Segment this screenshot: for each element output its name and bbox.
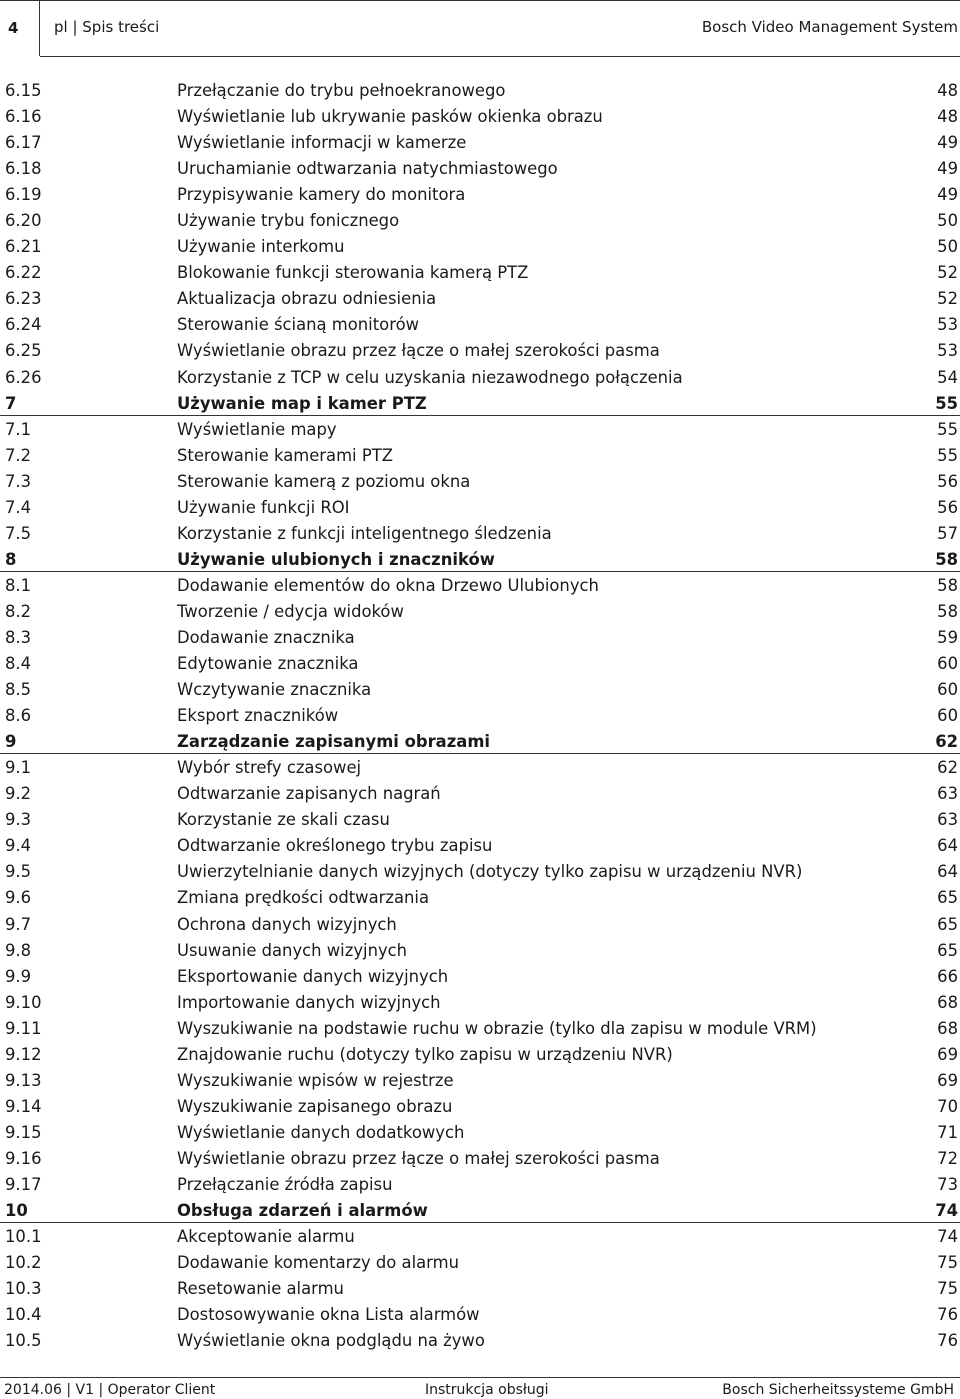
toc-entry-row[interactable] bbox=[0, 443, 960, 469]
toc-entry-page: 76 bbox=[937, 1305, 958, 1325]
toc-entry-page: 65 bbox=[937, 888, 958, 908]
toc-entry-page: 48 bbox=[937, 107, 958, 127]
toc-entry-page: 70 bbox=[937, 1096, 958, 1116]
toc-entry-title[interactable]: Eksport znaczników bbox=[177, 706, 339, 726]
toc-entry-page: 50 bbox=[937, 237, 958, 257]
toc-entry-number: 6.24 bbox=[5, 315, 42, 335]
toc-entry-page: 52 bbox=[937, 263, 958, 283]
toc-chapter-row[interactable] bbox=[0, 391, 960, 417]
toc-entry-title[interactable]: Używanie funkcji ROI bbox=[177, 497, 350, 517]
toc-entry-row[interactable] bbox=[0, 651, 960, 677]
page-number: 4 bbox=[8, 19, 19, 37]
toc-entry-row[interactable] bbox=[0, 912, 960, 938]
toc-entry-number: 6.26 bbox=[5, 367, 42, 387]
toc-entry-page: 71 bbox=[937, 1122, 958, 1142]
toc-entry-number: 10.3 bbox=[5, 1279, 42, 1299]
toc-entry-number: 9.2 bbox=[5, 784, 32, 804]
footer-company: Bosch Sicherheitssysteme GmbH bbox=[722, 1382, 954, 1398]
toc-entry-title[interactable]: Wyświetlanie danych dodatkowych bbox=[177, 1122, 465, 1142]
toc-entry-row[interactable] bbox=[0, 260, 960, 286]
toc-entry-row[interactable] bbox=[0, 781, 960, 807]
toc-entry-page: 58 bbox=[937, 575, 958, 595]
toc-entry-number: 8.3 bbox=[5, 627, 32, 647]
toc-entry-title[interactable]: Uwierzytelnianie danych wizyjnych (dotyczy tylko zapisu w urządzeniu NVR) bbox=[177, 862, 803, 882]
toc-entry-row[interactable] bbox=[0, 521, 960, 547]
toc-entry-number: 7.1 bbox=[5, 419, 32, 439]
toc-entry-number: 8.1 bbox=[5, 575, 32, 595]
toc-entry-title[interactable]: Akceptowanie alarmu bbox=[177, 1227, 355, 1247]
toc-entry-title[interactable]: Używanie map i kamer PTZ bbox=[177, 393, 427, 413]
toc-entry-title[interactable]: Wyświetlanie informacji w kamerze bbox=[177, 133, 467, 153]
toc-entry-row[interactable] bbox=[0, 286, 960, 312]
toc-entry-row[interactable] bbox=[0, 625, 960, 651]
toc-entry-page: 49 bbox=[937, 159, 958, 179]
toc-entry-page: 62 bbox=[937, 758, 958, 778]
toc-entry-page: 56 bbox=[937, 497, 958, 517]
toc-entry-row[interactable] bbox=[0, 1120, 960, 1146]
toc-entry-title[interactable]: Przełączanie źródła zapisu bbox=[177, 1174, 393, 1194]
toc-chapter-row[interactable] bbox=[0, 547, 960, 573]
toc-entry-row[interactable] bbox=[0, 469, 960, 495]
toc-entry-number: 8.5 bbox=[5, 680, 32, 700]
toc-entry-page: 69 bbox=[937, 1070, 958, 1090]
toc-entry-row[interactable] bbox=[0, 755, 960, 781]
toc-entry-title[interactable]: Dodawanie komentarzy do alarmu bbox=[177, 1253, 459, 1273]
toc-entry-title[interactable]: Dodawanie elementów do okna Drzewo Ulubionych bbox=[177, 575, 599, 595]
toc-entry-number: 9.3 bbox=[5, 810, 32, 830]
toc-entry-number: 9.1 bbox=[5, 758, 32, 778]
toc-entry-page: 58 bbox=[937, 601, 958, 621]
toc-entry-page: 60 bbox=[937, 680, 958, 700]
header-product-name: Bosch Video Management System bbox=[701, 18, 958, 36]
toc-entry-title[interactable]: Przypisywanie kamery do monitora bbox=[177, 185, 466, 205]
toc-entry-row[interactable] bbox=[0, 1172, 960, 1198]
toc-chapter-row[interactable] bbox=[0, 729, 960, 755]
toc-entry-page: 58 bbox=[935, 549, 958, 569]
toc-entry-number: 9.5 bbox=[5, 862, 32, 882]
toc-entry-row[interactable] bbox=[0, 1328, 960, 1354]
toc-entry-row[interactable] bbox=[0, 1250, 960, 1276]
toc-entry-title[interactable]: Wyświetlanie lub ukrywanie pasków okienka obrazu bbox=[177, 107, 603, 127]
toc-entry-page: 69 bbox=[937, 1044, 958, 1064]
toc-entry-title[interactable]: Sterowanie kamerą z poziomu okna bbox=[177, 471, 471, 491]
toc-entry-title[interactable]: Przełączanie do trybu pełnoekranowego bbox=[177, 81, 506, 100]
toc-entry-title[interactable]: Korzystanie z funkcji inteligentnego śledzenia bbox=[177, 523, 552, 543]
toc-chapter-row[interactable] bbox=[0, 1198, 960, 1224]
toc-entry-number: 6.25 bbox=[5, 341, 42, 361]
toc-entry-page: 48 bbox=[937, 81, 958, 100]
toc-entry-page: 68 bbox=[937, 992, 958, 1012]
toc-entry-row[interactable] bbox=[0, 938, 960, 964]
toc-entry-number: 6.23 bbox=[5, 289, 42, 309]
toc-entry-title[interactable]: Zmiana prędkości odtwarzania bbox=[177, 888, 429, 908]
toc-entry-number: 6.16 bbox=[5, 107, 42, 127]
toc-entry-page: 75 bbox=[937, 1253, 958, 1273]
header-section-title: pl | Spis treści bbox=[54, 18, 160, 36]
toc-entry-page: 56 bbox=[937, 471, 958, 491]
toc-entry-number: 9.16 bbox=[5, 1148, 42, 1168]
toc-entry-number: 10.4 bbox=[5, 1305, 42, 1325]
toc-entry-title[interactable]: Wyświetlanie mapy bbox=[177, 419, 337, 439]
toc-entry-page: 63 bbox=[937, 810, 958, 830]
toc-entry-title[interactable]: Odtwarzanie określonego trybu zapisu bbox=[177, 836, 493, 856]
toc-entry-page: 76 bbox=[937, 1331, 958, 1351]
toc-entry-page: 74 bbox=[937, 1227, 958, 1247]
toc-entry-row[interactable] bbox=[0, 833, 960, 859]
toc-entry-page: 64 bbox=[937, 836, 958, 856]
toc-entry-number: 10.2 bbox=[5, 1253, 42, 1273]
toc-entry-row[interactable] bbox=[0, 234, 960, 260]
toc-entry-title[interactable]: Wyszukiwanie zapisanego obrazu bbox=[177, 1096, 453, 1116]
toc-entry-number: 7.3 bbox=[5, 471, 32, 491]
toc-entry-number: 9 bbox=[5, 732, 17, 752]
toc-entry-row[interactable] bbox=[0, 495, 960, 521]
toc-entry-number: 9.7 bbox=[5, 914, 32, 934]
toc-entry-row[interactable] bbox=[0, 1068, 960, 1094]
toc-entry-title[interactable]: Używanie trybu fonicznego bbox=[177, 211, 400, 231]
toc-entry-page: 57 bbox=[937, 523, 958, 543]
toc-entry-title[interactable]: Używanie interkomu bbox=[177, 237, 345, 257]
toc-entry-title[interactable]: Używanie ulubionych i znaczników bbox=[177, 549, 495, 569]
toc-entry-page: 75 bbox=[937, 1279, 958, 1299]
toc-entry-row[interactable] bbox=[0, 1302, 960, 1328]
toc-entry-title[interactable]: Wyświetlanie okna podglądu na żywo bbox=[177, 1331, 485, 1351]
toc-entry-number: 9.11 bbox=[5, 1018, 42, 1038]
toc-entry-title[interactable]: Blokowanie funkcji sterowania kamerą PTZ bbox=[177, 263, 529, 283]
toc-entry-title[interactable]: Wyszukiwanie na podstawie ruchu w obrazie (tylko dla zapisu w module VRM) bbox=[177, 1018, 817, 1038]
toc-entry-page: 55 bbox=[937, 445, 958, 465]
toc-entry-row[interactable] bbox=[0, 1094, 960, 1120]
toc-entry-number: 6.15 bbox=[5, 81, 42, 100]
footer-version: 2014.06 | V1 | Operator Client bbox=[4, 1382, 216, 1398]
toc-entry-page: 49 bbox=[937, 185, 958, 205]
table-of-contents bbox=[0, 78, 960, 1354]
toc-entry-page: 54 bbox=[937, 367, 958, 387]
toc-entry-row[interactable] bbox=[0, 78, 960, 104]
toc-entry-title[interactable]: Wyszukiwanie wpisów w rejestrze bbox=[177, 1070, 454, 1090]
toc-entry-title[interactable]: Aktualizacja obrazu odniesienia bbox=[177, 289, 437, 309]
toc-entry-row[interactable] bbox=[0, 807, 960, 833]
page-number-box bbox=[0, 0, 40, 56]
toc-entry-title[interactable]: Dostosowywanie okna Lista alarmów bbox=[177, 1305, 480, 1325]
toc-entry-number: 6.20 bbox=[5, 211, 42, 231]
toc-entry-row[interactable] bbox=[0, 182, 960, 208]
toc-entry-number: 7.4 bbox=[5, 497, 32, 517]
toc-entry-number: 9.6 bbox=[5, 888, 32, 908]
toc-entry-row[interactable] bbox=[0, 104, 960, 130]
toc-entry-number: 9.4 bbox=[5, 836, 32, 856]
toc-entry-row[interactable] bbox=[0, 703, 960, 729]
toc-entry-title[interactable]: Edytowanie znacznika bbox=[177, 654, 359, 674]
toc-entry-number: 7.5 bbox=[5, 523, 32, 543]
toc-entry-page: 62 bbox=[935, 732, 958, 752]
toc-entry-page: 65 bbox=[937, 914, 958, 934]
toc-entry-page: 60 bbox=[937, 706, 958, 726]
toc-entry-row[interactable] bbox=[0, 208, 960, 234]
toc-entry-row[interactable] bbox=[0, 365, 960, 391]
toc-entry-page: 68 bbox=[937, 1018, 958, 1038]
toc-entry-row[interactable] bbox=[0, 1016, 960, 1042]
toc-entry-title[interactable]: Korzystanie z TCP w celu uzyskania niezawodnego połączenia bbox=[177, 367, 683, 387]
toc-entry-title[interactable]: Odtwarzanie zapisanych nagrań bbox=[177, 784, 441, 804]
toc-entry-page: 72 bbox=[937, 1148, 958, 1168]
toc-entry-row[interactable] bbox=[0, 312, 960, 338]
toc-entry-title[interactable]: Obsługa zdarzeń i alarmów bbox=[177, 1201, 428, 1221]
footer-document-type: Instrukcja obsługi bbox=[425, 1382, 549, 1398]
toc-entry-title[interactable]: Sterowanie ścianą monitorów bbox=[177, 315, 420, 335]
toc-entry-page: 66 bbox=[937, 966, 958, 986]
toc-entry-number: 9.8 bbox=[5, 940, 32, 960]
toc-entry-title[interactable]: Resetowanie alarmu bbox=[177, 1279, 344, 1299]
toc-entry-page: 55 bbox=[937, 419, 958, 439]
toc-entry-page: 60 bbox=[937, 654, 958, 674]
toc-entry-page: 59 bbox=[937, 627, 958, 647]
toc-entry-number: 6.21 bbox=[5, 237, 42, 257]
toc-entry-number: 6.22 bbox=[5, 263, 42, 283]
toc-entry-row[interactable] bbox=[0, 573, 960, 599]
toc-entry-number: 10.1 bbox=[5, 1227, 42, 1247]
toc-entry-row[interactable] bbox=[0, 338, 960, 364]
toc-entry-number: 9.12 bbox=[5, 1044, 42, 1064]
toc-entry-page: 52 bbox=[937, 289, 958, 309]
toc-entry-title[interactable]: Wyświetlanie obrazu przez łącze o małej szerokości pasma bbox=[177, 341, 660, 361]
toc-entry-number: 6.17 bbox=[5, 133, 42, 153]
toc-entry-number: 8 bbox=[5, 549, 17, 569]
toc-entry-number: 9.15 bbox=[5, 1122, 42, 1142]
toc-entry-title[interactable]: Uruchamianie odtwarzania natychmiastowego bbox=[177, 159, 558, 179]
toc-entry-page: 53 bbox=[937, 341, 958, 361]
toc-entry-title[interactable]: Dodawanie znacznika bbox=[177, 627, 355, 647]
toc-entry-title[interactable]: Korzystanie ze skali czasu bbox=[177, 810, 390, 830]
toc-entry-page: 49 bbox=[937, 133, 958, 153]
toc-entry-row[interactable] bbox=[0, 1276, 960, 1302]
toc-entry-title[interactable]: Eksportowanie danych wizyjnych bbox=[177, 966, 449, 986]
header-top-rule bbox=[40, 0, 960, 1]
toc-entry-title[interactable]: Tworzenie / edycja widoków bbox=[177, 601, 404, 621]
toc-entry-title[interactable]: Importowanie danych wizyjnych bbox=[177, 992, 441, 1012]
toc-entry-row[interactable] bbox=[0, 990, 960, 1016]
toc-entry-number: 8.4 bbox=[5, 654, 32, 674]
toc-entry-page: 73 bbox=[937, 1174, 958, 1194]
toc-entry-title[interactable]: Znajdowanie ruchu (dotyczy tylko zapisu w urządzeniu NVR) bbox=[177, 1044, 673, 1064]
toc-entry-page: 74 bbox=[935, 1201, 958, 1221]
toc-entry-page: 55 bbox=[935, 393, 958, 413]
toc-entry-row[interactable] bbox=[0, 130, 960, 156]
toc-entry-title[interactable]: Wybór strefy czasowej bbox=[177, 758, 362, 778]
toc-entry-number: 7.2 bbox=[5, 445, 32, 465]
toc-entry-row[interactable] bbox=[0, 1042, 960, 1068]
toc-entry-row[interactable] bbox=[0, 885, 960, 911]
toc-entry-row[interactable] bbox=[0, 1224, 960, 1250]
page-header bbox=[0, 0, 960, 58]
toc-entry-title[interactable]: Usuwanie danych wizyjnych bbox=[177, 940, 408, 960]
toc-entry-number: 10 bbox=[5, 1201, 28, 1221]
toc-entry-number: 9.17 bbox=[5, 1174, 42, 1194]
toc-entry-number: 9.9 bbox=[5, 966, 32, 986]
toc-entry-number: 8.2 bbox=[5, 601, 32, 621]
footer-rule bbox=[0, 1377, 960, 1378]
toc-entry-number: 9.10 bbox=[5, 992, 42, 1012]
toc-entry-number: 9.13 bbox=[5, 1070, 42, 1090]
toc-entry-title[interactable]: Wyświetlanie obrazu przez łącze o małej szerokości pasma bbox=[177, 1148, 660, 1168]
toc-entry-page: 63 bbox=[937, 784, 958, 804]
toc-entry-row[interactable] bbox=[0, 677, 960, 703]
toc-entry-page: 53 bbox=[937, 315, 958, 335]
toc-entry-page: 65 bbox=[937, 940, 958, 960]
toc-entry-title[interactable]: Wczytywanie znacznika bbox=[177, 680, 372, 700]
toc-entry-title[interactable]: Sterowanie kamerami PTZ bbox=[177, 445, 393, 465]
toc-entry-number: 8.6 bbox=[5, 706, 32, 726]
toc-entry-row[interactable] bbox=[0, 859, 960, 885]
header-rule bbox=[40, 56, 960, 57]
toc-entry-row[interactable] bbox=[0, 1146, 960, 1172]
toc-entry-page: 50 bbox=[937, 211, 958, 231]
toc-entry-number: 6.19 bbox=[5, 185, 42, 205]
toc-entry-number: 10.5 bbox=[5, 1331, 42, 1351]
toc-entry-number: 9.14 bbox=[5, 1096, 42, 1116]
toc-entry-row[interactable] bbox=[0, 599, 960, 625]
toc-entry-row[interactable] bbox=[0, 417, 960, 443]
toc-entry-title[interactable]: Ochrona danych wizyjnych bbox=[177, 914, 397, 934]
toc-entry-row[interactable] bbox=[0, 156, 960, 182]
toc-entry-page: 64 bbox=[937, 862, 958, 882]
toc-entry-row[interactable] bbox=[0, 964, 960, 990]
toc-entry-title[interactable]: Zarządzanie zapisanymi obrazami bbox=[177, 732, 491, 752]
toc-entry-number: 6.18 bbox=[5, 159, 42, 179]
toc-entry-number: 7 bbox=[5, 393, 17, 413]
